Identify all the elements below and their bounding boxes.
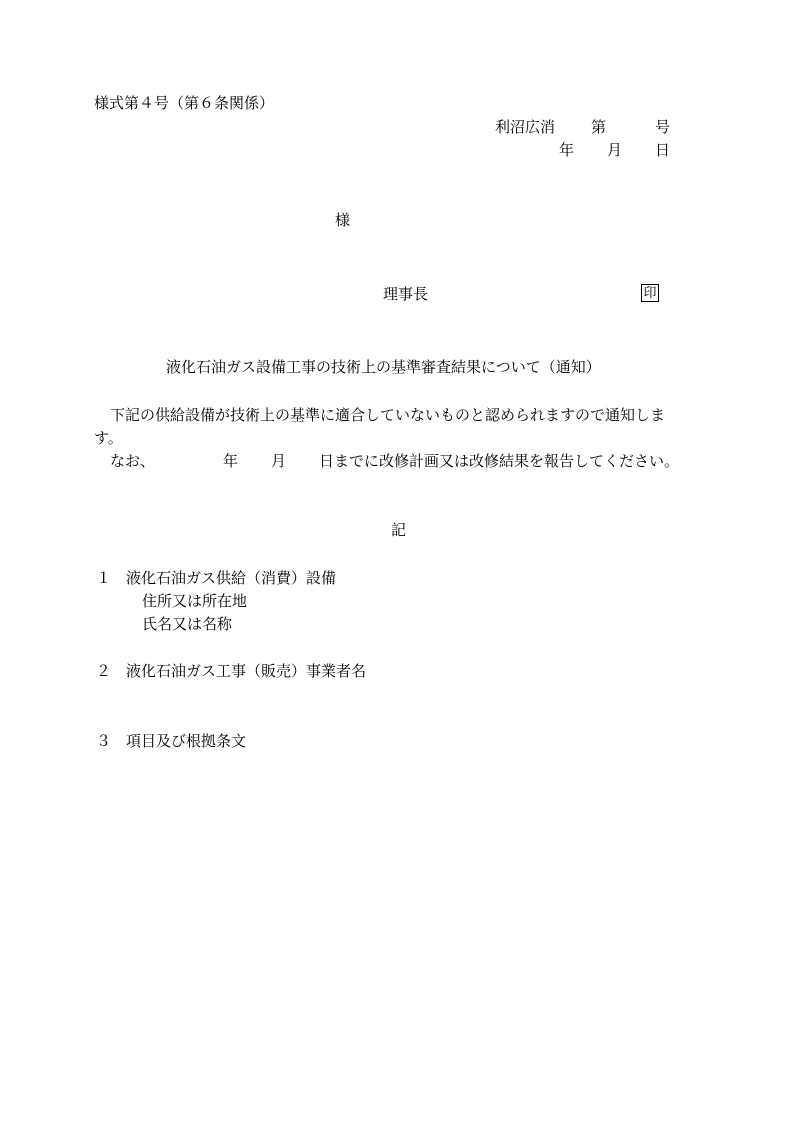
item-number: ３ xyxy=(96,732,112,750)
sender-title: 理事長 xyxy=(383,285,429,303)
body-line2-nao: なお、 xyxy=(110,452,156,470)
reference-gou: 号 xyxy=(655,118,671,136)
body-line2-rest: 日までに改修計画又は改修結果を報告してください。 xyxy=(319,452,680,470)
body-line1-cont: す。 xyxy=(94,429,123,447)
addressee-suffix: 様 xyxy=(335,211,351,229)
item-label: 液化石油ガス工事（販売）事業者名 xyxy=(126,662,367,680)
body-line1: 下記の供給設備が技術上の基準に適合していないものと認められますので通知しま xyxy=(110,406,666,424)
item-number: ２ xyxy=(96,662,112,680)
ki-heading: 記 xyxy=(391,521,407,539)
date-year: 年 xyxy=(559,141,575,159)
body-line2-month: 月 xyxy=(271,452,287,470)
item-sub-address: 住所又は所在地 xyxy=(142,592,248,610)
seal-label: 印 xyxy=(643,286,657,301)
document-title: 液化石油ガス設備工事の技術上の基準審査結果について（通知） xyxy=(166,358,601,376)
reference-prefix: 利沼広消 xyxy=(495,118,556,136)
item-number: １ xyxy=(96,569,112,587)
body-line2-year: 年 xyxy=(223,452,239,470)
reference-dai: 第 xyxy=(591,118,607,136)
form-number: 様式第４号（第６条関係） xyxy=(94,94,275,112)
seal-stamp xyxy=(641,284,659,302)
item-label: 項目及び根拠条文 xyxy=(126,732,247,750)
item-sub-name: 氏名又は名称 xyxy=(142,615,233,633)
item-label: 液化石油ガス供給（消費）設備 xyxy=(126,569,337,587)
date-day: 日 xyxy=(655,141,671,159)
date-month: 月 xyxy=(607,141,623,159)
